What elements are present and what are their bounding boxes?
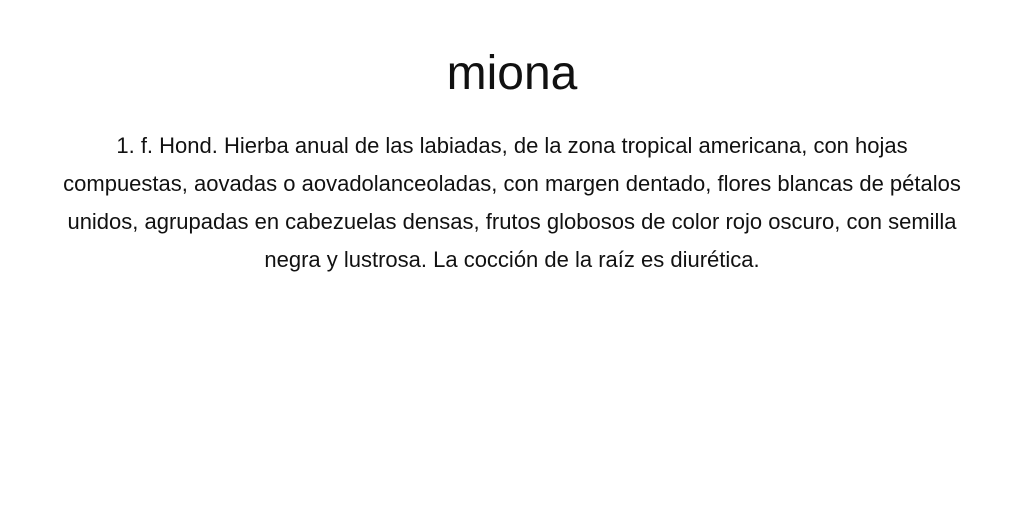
headword: miona [446, 47, 578, 100]
definition-text: 1. f. Hond. Hierba anual de las labiadas, de la zona tropical americana, con hojas compuestas, aovadas o aovadolanceoladas, con margen dentado, flores blancas de pétalos unidos, agrupadas en cabezuelas densas, frutos globosos de color rojo oscuro, con semilla negra y lustrosa. La cocción de la raíz es diurética. [63, 133, 961, 272]
